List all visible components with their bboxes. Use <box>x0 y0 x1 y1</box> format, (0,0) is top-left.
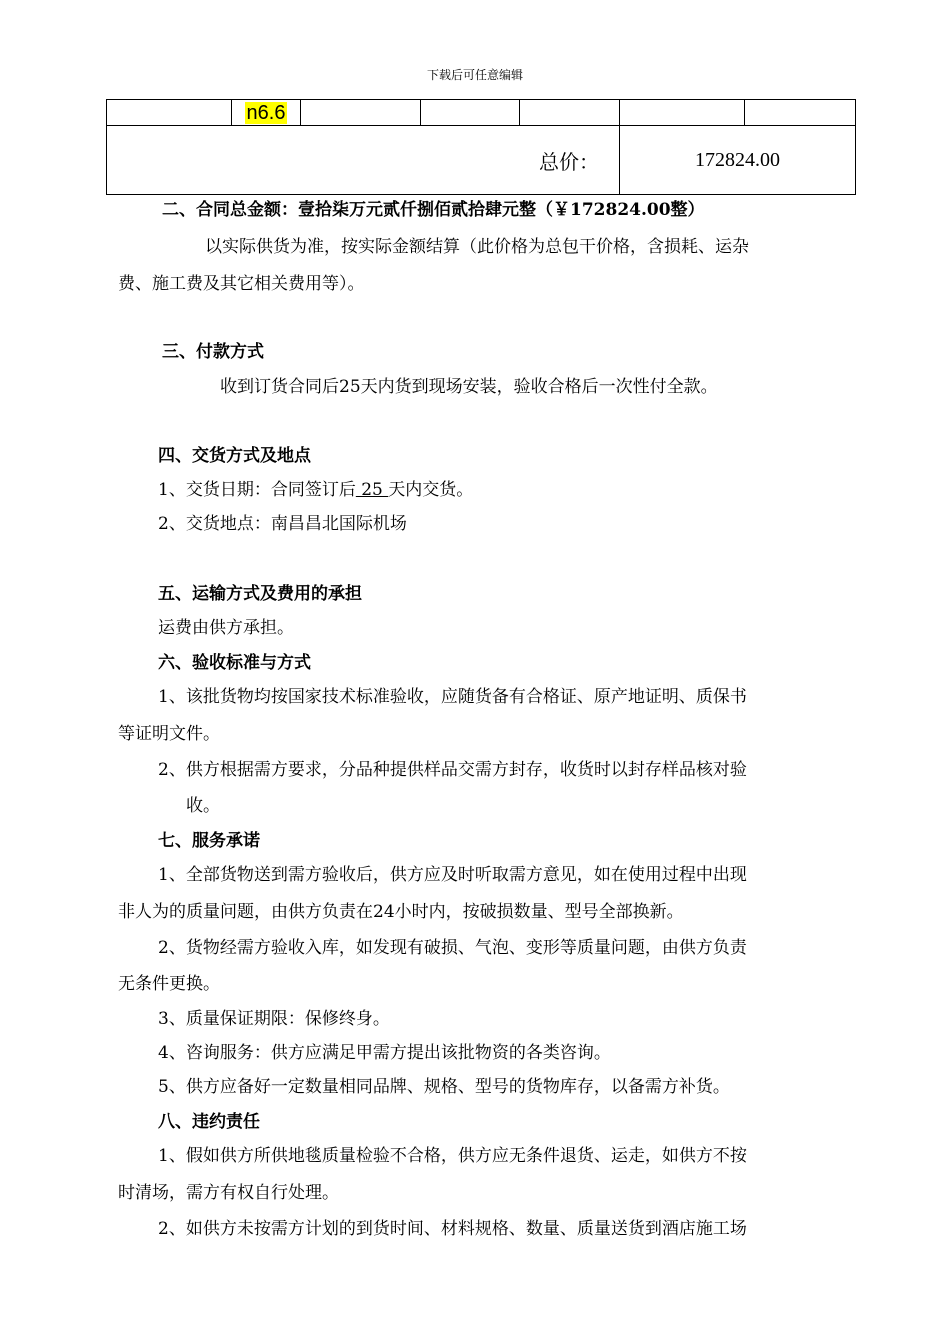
text-span: 1、交货日期：合同签订后 <box>158 480 356 500</box>
paragraph-line: 非人为的质量问题，由供方负责在24小时内，按破损数量、型号全部换新。 <box>118 902 684 922</box>
table-cell <box>301 100 421 126</box>
total-row <box>107 126 856 195</box>
list-item: 2、交货地点：南昌昌北国际机场 <box>158 514 407 534</box>
table-cell <box>620 100 745 126</box>
list-item <box>158 482 473 499</box>
paragraph-line: 时清场，需方有权自行处理。 <box>118 1183 339 1203</box>
delivery-days: 25 <box>355 480 389 500</box>
list-item: 1、假如供方所供地毯质量检验不合格，供方应无条件退货、运走，如供方不按 <box>158 1146 747 1166</box>
section-6-title: 六、验收标准与方式 <box>158 653 311 673</box>
list-item: 5、供方应备好一定数量相同品牌、规格、型号的货物库存，以备需方补货。 <box>158 1077 730 1097</box>
table-cell <box>745 100 856 126</box>
text-span: 天内交货。 <box>388 480 474 500</box>
paragraph-line: 收到订货合同后25天内货到现场安装，验收合格后一次性付全款。 <box>220 377 718 397</box>
page-header: 下载后可任意编辑 <box>426 68 523 82</box>
table-cell <box>107 100 232 126</box>
total-value: 172824.00 <box>620 126 856 195</box>
paragraph-line: 收。 <box>186 796 220 816</box>
section-5-title: 五、运输方式及费用的承担 <box>158 584 362 604</box>
paragraph-line: 运费由供方承担。 <box>158 618 294 638</box>
paragraph-line: 无条件更换。 <box>118 974 220 994</box>
total-label: 总价： <box>107 126 620 195</box>
list-item: 1、该批货物均按国家技术标准验收，应随货备有合格证、原产地证明、质保书 <box>158 687 747 707</box>
section-8-title: 八、违约责任 <box>158 1112 260 1132</box>
highlighted-value: n6.6 <box>246 102 286 124</box>
table-cell <box>421 100 520 126</box>
paragraph-line: 费、施工费及其它相关费用等）。 <box>118 274 365 294</box>
table-cell <box>520 100 620 126</box>
table-row <box>107 100 856 126</box>
table-cell <box>232 100 301 126</box>
section-4-title: 四、交货方式及地点 <box>158 446 311 466</box>
section-2-title: 二、合同总金额：壹拾柒万元贰仟捌佰贰拾肆元整（￥172824.00整） <box>162 200 705 220</box>
list-item: 1、全部货物送到需方验收后，供方应及时听取需方意见，如在使用过程中出现 <box>158 865 747 885</box>
paragraph-line: 等证明文件。 <box>118 724 220 744</box>
list-item: 2、货物经需方验收入库，如发现有破损、气泡、变形等质量问题，由供方负责 <box>158 938 747 958</box>
section-3-title: 三、付款方式 <box>162 342 264 362</box>
list-item: 3、质量保证期限：保修终身。 <box>158 1009 390 1029</box>
list-item: 2、供方根据需方要求，分品种提供样品交需方封存，收货时以封存样品核对验 <box>158 760 747 780</box>
price-table <box>106 99 856 195</box>
list-item: 4、咨询服务：供方应满足甲需方提出该批物资的各类咨询。 <box>158 1043 611 1063</box>
section-7-title: 七、服务承诺 <box>158 831 260 851</box>
paragraph-line: 以实际供货为准，按实际金额结算（此价格为总包干价格，含损耗、运杂 <box>205 237 749 257</box>
list-item: 2、如供方未按需方计划的到货时间、材料规格、数量、质量送货到酒店施工场 <box>158 1219 747 1239</box>
